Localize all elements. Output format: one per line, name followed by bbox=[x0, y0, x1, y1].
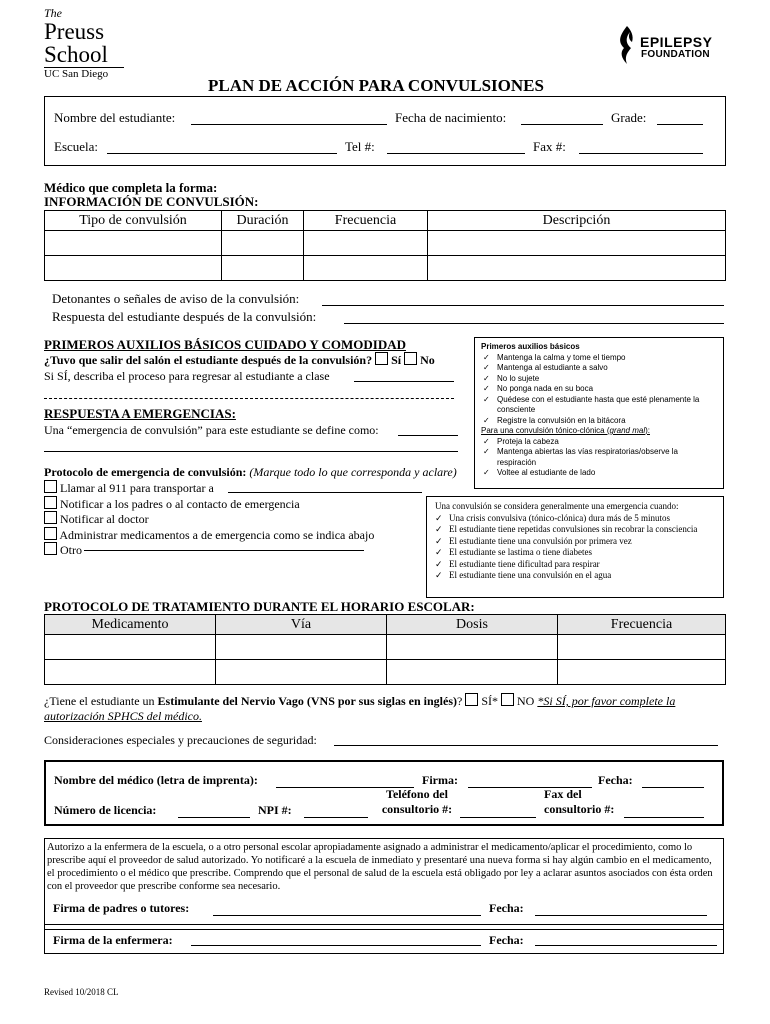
nurse-box bbox=[44, 924, 724, 954]
option-label: Notificar al doctor bbox=[60, 512, 149, 526]
protocol-label-row bbox=[44, 465, 457, 480]
col-description: Descripción bbox=[428, 211, 726, 231]
physician-date-field[interactable] bbox=[642, 787, 704, 788]
col-seizure-type: Tipo de convulsión bbox=[45, 211, 222, 231]
vns-no-label: NO bbox=[517, 694, 535, 708]
vns-pre: ¿Tiene el estudiante un bbox=[44, 694, 158, 708]
vns-post: ? bbox=[457, 694, 463, 708]
fax-label: Fax #: bbox=[533, 139, 566, 154]
nurse-date-label: Fecha: bbox=[489, 933, 524, 947]
table-cell[interactable] bbox=[387, 635, 558, 660]
first-aid-question-row bbox=[44, 352, 435, 368]
option-label: Notificar a los padres o al contacto de emergencia bbox=[60, 496, 300, 511]
list-item: ✓ No lo sujete bbox=[497, 374, 719, 385]
table-cell[interactable] bbox=[45, 231, 222, 256]
fax-field[interactable] bbox=[579, 153, 703, 154]
list-item: ✓ El estudiante se lastima o tiene diabetes bbox=[449, 547, 719, 559]
table-cell[interactable] bbox=[222, 256, 304, 281]
describe-field-2[interactable] bbox=[44, 398, 454, 399]
response-field[interactable] bbox=[344, 323, 724, 324]
option-label: Administrar medicamentos a de emergencia como se indica abajo bbox=[59, 527, 375, 542]
option-call-911 bbox=[44, 480, 374, 496]
checkbox-doctor[interactable] bbox=[44, 511, 57, 524]
option-notify-doctor bbox=[44, 511, 374, 527]
authorization-text: Autorizo a la enfermera de la escuela, o a otro personal escolar apropiadamente asignado a administrar el medicamento/aplicar el procedimiento, como lo prescribe aquí el proveedor de salud autorizado. Yo notificaré a la escuela de inmediato y presentaré una nueva forma si hay algún cambio en el medicamento, el procedimiento o el médico que prescribe. Comprendo que el personal de salud de la escuela está obligado por ley a aclarar asuntos asociados con ésta orden con el proveedor que prescribe conforme sea necesario. bbox=[47, 842, 713, 892]
vns-no-checkbox[interactable] bbox=[501, 693, 514, 706]
list-item: ✓ Mantenga la calma y tome el tiempo bbox=[497, 353, 719, 364]
subheading-em: grand mal bbox=[609, 426, 646, 435]
first-aid-describe: Si SÍ, describa el proceso para regresar al estudiante a clase bbox=[44, 369, 330, 383]
license-field[interactable] bbox=[178, 817, 250, 818]
table-cell[interactable] bbox=[45, 660, 216, 685]
protocol-hint: (Marque todo lo que corresponda y aclare) bbox=[249, 465, 457, 479]
list-item: ✓ No ponga nada en su boca bbox=[497, 384, 719, 395]
medication-table bbox=[44, 614, 726, 685]
option-label: Llamar al 911 para transportar a bbox=[60, 481, 214, 495]
table-cell[interactable] bbox=[304, 231, 428, 256]
table-cell[interactable] bbox=[558, 635, 726, 660]
table-cell[interactable] bbox=[222, 231, 304, 256]
vns-yes-label: SÍ* bbox=[481, 694, 499, 708]
logo-foundation: FOUNDATION bbox=[641, 49, 710, 60]
special-considerations-label: Consideraciones especiales y precauciones de seguridad: bbox=[44, 733, 317, 747]
list-item: ✓ Mantenga al estudiante a salvo bbox=[497, 363, 719, 374]
checkbox-meds[interactable] bbox=[44, 527, 57, 540]
col-medication: Medicamento bbox=[45, 615, 216, 635]
table-cell[interactable] bbox=[216, 660, 387, 685]
col-route: Vía bbox=[216, 615, 387, 635]
list-item: ✓ Voltee al estudiante de lado bbox=[497, 468, 719, 479]
table-cell[interactable] bbox=[216, 635, 387, 660]
emergency-heading: RESPUESTA A EMERGENCIAS: bbox=[44, 406, 236, 421]
flame-icon bbox=[616, 26, 638, 64]
seizure-table bbox=[44, 210, 726, 281]
subheading-pre: Para una convulsión tónico-clónica ( bbox=[481, 426, 610, 435]
table-row bbox=[45, 256, 726, 281]
table-row bbox=[45, 635, 726, 660]
school-label: Escuela: bbox=[54, 139, 99, 154]
parent-date-field[interactable] bbox=[535, 915, 707, 916]
nurse-sig-label: Firma de la enfermera: bbox=[53, 933, 173, 947]
logo-uc: UC San Diego bbox=[44, 68, 109, 80]
physician-sig-label: Firma: bbox=[422, 773, 458, 787]
doctor-completes-label: Médico que completa la forma: bbox=[44, 180, 218, 195]
emergency-definition-field-2[interactable] bbox=[44, 451, 458, 452]
page-title: PLAN DE ACCIÓN PARA CONVULSIONES bbox=[208, 76, 544, 95]
npi-label: NPI #: bbox=[258, 803, 292, 817]
preuss-logo bbox=[44, 6, 124, 80]
vns-note: *Si SÍ, por favor complete la autorización SPHCS del médico. bbox=[44, 694, 676, 723]
list-item: ✓ Proteja la cabeza bbox=[497, 437, 719, 448]
table-cell[interactable] bbox=[45, 256, 222, 281]
logo-epilepsy: EPILEPSY bbox=[640, 34, 713, 50]
col-dose: Dosis bbox=[387, 615, 558, 635]
emergency-definition-field[interactable] bbox=[398, 435, 458, 436]
table-cell[interactable] bbox=[387, 660, 558, 685]
table-cell[interactable] bbox=[45, 635, 216, 660]
parent-date-label: Fecha: bbox=[489, 901, 524, 915]
logo-the: The bbox=[44, 6, 62, 20]
office-fax-label: Fax del consultorio #: bbox=[544, 787, 615, 816]
school-field[interactable] bbox=[107, 153, 337, 154]
checkbox-other[interactable] bbox=[44, 542, 57, 555]
special-considerations-field[interactable] bbox=[334, 745, 718, 746]
table-cell[interactable] bbox=[428, 231, 726, 256]
student-name-label: Nombre del estudiante: bbox=[54, 110, 176, 125]
treatment-heading: PROTOCOLO DE TRATAMIENTO DURANTE EL HORARIO ESCOLAR: bbox=[44, 599, 475, 614]
dob-field[interactable] bbox=[521, 124, 603, 125]
list-item: ✓ Quédese con el estudiante hasta que esté plenamente la consciente bbox=[497, 395, 719, 416]
parent-sig-field[interactable] bbox=[213, 915, 481, 916]
grade-field[interactable] bbox=[657, 124, 703, 125]
option-notify-parents bbox=[44, 496, 374, 512]
office-fax-field[interactable] bbox=[624, 817, 704, 818]
yes-checkbox[interactable] bbox=[375, 352, 388, 365]
vns-yes-checkbox[interactable] bbox=[465, 693, 478, 706]
epilepsy-foundation-logo bbox=[616, 26, 726, 66]
first-aid-question: ¿Tuvo que salir del salón el estudiante después de la convulsión? bbox=[44, 353, 373, 367]
nurse-date-field[interactable] bbox=[535, 945, 717, 946]
list-item: ✓ Una crisis convulsiva (tónico-clónica) dura más de 5 minutos bbox=[449, 513, 719, 525]
emergency-box-title: Una convulsión se considera generalmente una emergencia cuando: bbox=[435, 501, 679, 511]
option-label: Otro bbox=[60, 543, 82, 557]
response-label: Respuesta del estudiante después de la convulsión: bbox=[52, 309, 317, 324]
table-row bbox=[45, 231, 726, 256]
triggers-label: Detonantes o señales de aviso de la convulsión: bbox=[52, 291, 300, 306]
other-field[interactable] bbox=[84, 550, 364, 551]
list-item: ✓ El estudiante tiene dificultad para respirar bbox=[449, 559, 719, 571]
describe-field[interactable] bbox=[354, 381, 454, 382]
checkbox-911[interactable] bbox=[44, 480, 57, 493]
vns-bold: Estimulante del Nervio Vago (VNS por sus siglas en inglés) bbox=[157, 694, 458, 708]
table-cell[interactable] bbox=[558, 660, 726, 685]
list-item: ✓ El estudiante tiene repetidas convulsiones sin recobrar la consciencia bbox=[449, 524, 719, 536]
table-cell[interactable] bbox=[428, 256, 726, 281]
list-item: ✓ El estudiante tiene una convulsión en el agua bbox=[449, 570, 719, 582]
subheading-post: ): bbox=[645, 426, 650, 435]
physician-name-label: Nombre del médico (letra de imprenta): bbox=[54, 773, 258, 787]
nurse-sig-field[interactable] bbox=[191, 945, 481, 946]
no-checkbox[interactable] bbox=[404, 352, 417, 365]
option-administer-meds bbox=[44, 527, 374, 543]
revision-footer: Revised 10/2018 CL bbox=[44, 987, 119, 997]
emergency-definition: Una “emergencia de convulsión” para este estudiante se define como: bbox=[44, 423, 379, 437]
col-frequency: Frecuencia bbox=[304, 211, 428, 231]
emergency-criteria-box bbox=[426, 496, 724, 598]
table-cell[interactable] bbox=[304, 256, 428, 281]
physician-date-label: Fecha: bbox=[598, 773, 633, 787]
seizure-info-heading: INFORMACIÓN DE CONVULSIÓN: bbox=[44, 194, 259, 209]
license-label: Número de licencia: bbox=[54, 803, 157, 817]
triggers-field[interactable] bbox=[322, 305, 724, 306]
no-label: No bbox=[420, 353, 435, 367]
first-aid-box bbox=[474, 337, 724, 489]
list-item: ✓ Registre la convulsión en la bitácora bbox=[497, 416, 719, 427]
logo-school: School bbox=[44, 43, 124, 68]
first-aid-subheading bbox=[481, 426, 719, 437]
first-aid-box-title: Primeros auxilios básicos bbox=[481, 342, 580, 351]
first-aid-heading: PRIMEROS AUXILIOS BÁSICOS CUIDADO Y COMODIDAD bbox=[44, 337, 406, 352]
protocol-label: Protocolo de emergencia de convulsión: bbox=[44, 465, 247, 479]
logo-preuss: Preuss bbox=[44, 19, 105, 44]
student-info-box bbox=[44, 96, 726, 166]
checkbox-parents[interactable] bbox=[44, 496, 57, 509]
tel-label: Tel #: bbox=[345, 139, 375, 154]
office-tel-label: Teléfono del consultorio #: bbox=[381, 787, 453, 816]
parent-sig-label: Firma de padres o tutores: bbox=[53, 901, 190, 915]
list-item: ✓ Mantenga abiertas las vías respiratorias/observe la respiración bbox=[497, 447, 719, 468]
col-med-frequency: Frecuencia bbox=[558, 615, 726, 635]
physician-box bbox=[44, 760, 724, 826]
col-duration: Duración bbox=[222, 211, 304, 231]
table-row bbox=[45, 660, 726, 685]
vns-question bbox=[44, 693, 724, 724]
dob-label: Fecha de nacimiento: bbox=[395, 110, 507, 125]
tel-field[interactable] bbox=[387, 153, 525, 154]
npi-field[interactable] bbox=[304, 817, 368, 818]
list-item: ✓ El estudiante tiene una convulsión por primera vez bbox=[449, 536, 719, 548]
yes-label: Sí bbox=[391, 353, 402, 367]
grade-label: Grade: bbox=[611, 110, 647, 125]
office-tel-field[interactable] bbox=[460, 817, 536, 818]
authorization-box bbox=[44, 838, 724, 930]
student-name-field[interactable] bbox=[191, 124, 387, 125]
transport-field[interactable] bbox=[228, 492, 422, 493]
